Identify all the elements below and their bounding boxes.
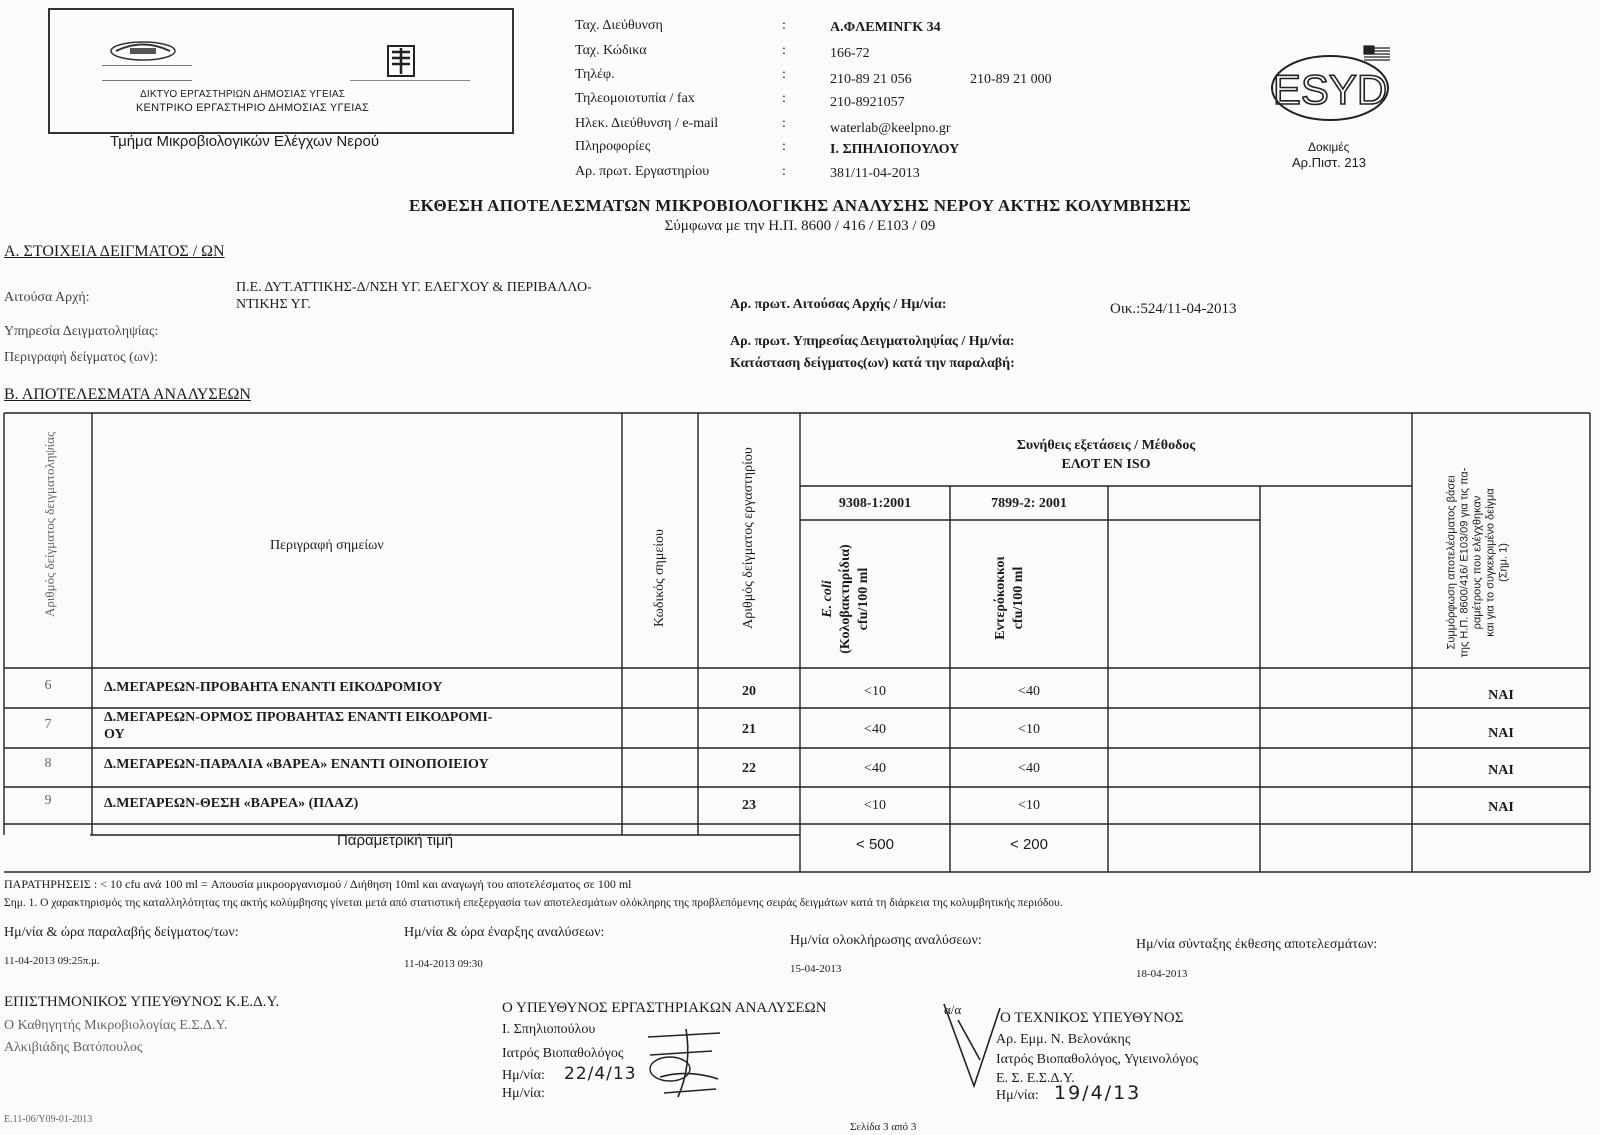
address-label: Ταχ. Διεύθυνση bbox=[575, 18, 663, 33]
colon: : bbox=[782, 139, 786, 154]
col-point-code-header: Κωδικός σημείου bbox=[652, 529, 667, 627]
report-subtitle: Σύμφωνα με την Η.Π. 8600 / 416 / Ε103 / 09 bbox=[664, 218, 936, 234]
lab-number: 20 bbox=[742, 684, 756, 699]
param-enterococci-header bbox=[992, 518, 1028, 678]
sampling-protocol-label: Αρ. πρωτ. Υπηρεσίας Δειγματοληψίας / Ημ/νία: bbox=[730, 334, 1015, 349]
scientific-manager-title: ΕΠΙΣΤΗΜΟΝΙΚΟΣ ΥΠΕΥΘΥΝΟΣ Κ.Ε.Δ.Υ. bbox=[4, 994, 280, 1010]
lab-manager-handwritten-date: 22/4/13 bbox=[564, 1064, 637, 1084]
lab-manager-title: Ο ΥΠΕΥΘΥΝΟΣ ΕΡΓΑΣΤΗΡΙΑΚΩΝ ΑΝΑΛΥΣΕΩΝ bbox=[502, 1000, 827, 1016]
sampling-service-label: Υπηρεσία Δειγματοληψίας: bbox=[4, 324, 159, 339]
scientific-manager-role: Ο Καθηγητής Μικροβιολογίας Ε.Σ.Δ.Υ. bbox=[4, 1018, 228, 1033]
col-lab-number-header: Αριθμός δείγματος εργαστηρίου bbox=[741, 447, 756, 629]
point-description: Δ.ΜΕΓΑΡΕΩΝ-ΠΑΡΑΛΙΑ «ΒΑΡΕΑ» ΕΝΑΝΤΙ ΟΙΝΟΠΟΙΕΙΟΥ bbox=[104, 757, 489, 772]
param-ecoli-unit: cfu/100 ml bbox=[856, 567, 871, 631]
postcode-label: Ταχ. Κώδικα bbox=[575, 43, 647, 58]
accreditation-line-1: Δοκιμές bbox=[1308, 140, 1350, 154]
compliance-result: ΝΑΙ bbox=[1488, 688, 1514, 703]
col-sample-number-header: Αριθμός δείγματος δειγματοληψίας bbox=[42, 431, 57, 617]
compliance-result: ΝΑΙ bbox=[1488, 800, 1514, 815]
colon: : bbox=[782, 91, 786, 106]
lab-manager-name: Ι. Σπηλιοπούλου bbox=[502, 1022, 596, 1037]
central-lab-line: ΚΕΝΤΡΙΚΟ ΕΡΓΑΣΤΗΡΙΟ ΔΗΜΟΣΙΑΣ ΥΓΕΙΑΣ bbox=[136, 102, 370, 114]
lab-manager-date-label-2: Ημ/νία: bbox=[502, 1086, 545, 1101]
compliance-line-5: (Σημ. 1) bbox=[1497, 543, 1510, 582]
requesting-authority-value-2: ΝΤΙΚΗΣ ΥΓ. bbox=[236, 297, 311, 312]
start-date-label: Ημ/νία & ώρα έναρξης αναλύσεων: bbox=[404, 925, 605, 940]
email-label: Ηλεκ. Διεύθυνση / e-mail bbox=[575, 116, 719, 131]
end-date-label: Ημ/νία ολοκλήρωσης αναλύσεων: bbox=[790, 933, 982, 948]
conditions-header-2: ΕΛΟΤ ΕΝ ISO bbox=[1061, 457, 1151, 472]
postcode-value: 166-72 bbox=[830, 46, 870, 61]
sample-no: 6 bbox=[44, 678, 52, 693]
department-name: Τμήμα Μικροβιολογικών Ελέγχων Νερού bbox=[110, 133, 380, 150]
lab-protocol-value: 381/11-04-2013 bbox=[830, 166, 920, 181]
parametric-enterococci: < 200 bbox=[1010, 836, 1048, 853]
parametric-label: Παραμετρική τιμή bbox=[336, 832, 454, 849]
page-number: Σελίδα 3 από 3 bbox=[850, 1121, 917, 1133]
compliance-line-4: και για το συγκεκριμένο δείγμα bbox=[1484, 488, 1497, 637]
colon: : bbox=[782, 43, 786, 58]
point-description: Δ.ΜΕΓΑΡΕΩΝ-ΘΕΣΗ «ΒΑΡΕΑ» (ΠΛΑΖ) bbox=[104, 796, 359, 811]
section-b-heading: Β. ΑΠΟΤΕΛΕΣΜΑΤΑ ΑΝΑΛΥΣΕΩΝ bbox=[4, 386, 251, 403]
sample-description-label: Περιγραφή δείγματος (ων): bbox=[4, 350, 158, 365]
point-description: Δ.ΜΕΓΑΡΕΩΝ-ΠΡΟΒΑΗΤΑ ΕΝΑΝΤΙ ΕΙΚΟΔΡΟΜΙΟΥ bbox=[104, 680, 443, 695]
request-protocol-label: Αρ. πρωτ. Αιτούσας Αρχής / Ημ/νία: bbox=[730, 297, 947, 312]
observations-note: ΠΑΡΑΤΗΡΗΣΕΙΣ : < 10 cfu ανά 100 ml = Απουσία μικροοργανισμού / Διήθηση 10ml και αναγωγή του αποτελέσματος σε 100 ml bbox=[4, 877, 632, 891]
tech-manager-date-label: Ημ/νία: bbox=[996, 1088, 1039, 1103]
network-line: ΔΙΚΤΥΟ ΕΡΓΑΣΤΗΡΙΩΝ ΔΗΜΟΣΙΑΣ ΥΓΕΙΑΣ bbox=[140, 89, 346, 100]
enterococci-value: <10 bbox=[1018, 722, 1040, 737]
phone-label: Τηλέφ. bbox=[575, 67, 615, 82]
section-a-heading: Α. ΣΤΟΙΧΕΙΑ ΔΕΙΓΜΑΤΟΣ / ΩΝ bbox=[4, 243, 225, 260]
enterococci-value: <40 bbox=[1018, 761, 1040, 776]
info-label: Πληροφορίες bbox=[575, 139, 651, 154]
parametric-ecoli: < 500 bbox=[856, 836, 894, 853]
param-ecoli-header bbox=[819, 519, 873, 679]
colon: : bbox=[782, 116, 786, 131]
tech-manager-org: Ε. Σ. Ε.Σ.Δ.Υ. bbox=[996, 1071, 1075, 1086]
tech-manager-title: Ο ΤΕΧΝΙΚΟΣ ΥΠΕΥΘΥΝΟΣ bbox=[1000, 1010, 1184, 1026]
receipt-date-value: 11-04-2013 09:25π.μ. bbox=[4, 955, 100, 967]
lab-manager-role: Ιατρός Βιοπαθολόγος bbox=[502, 1046, 624, 1061]
method-1: 9308-1:2001 bbox=[838, 496, 912, 511]
param-enterococci-name: Εντερόκοκκοι bbox=[993, 556, 1008, 640]
param-ecoli-name: E. coli bbox=[820, 580, 835, 618]
compliance-line-2: της Η.Π. 8600/416/ Ε103/09 για τις πα- bbox=[1458, 467, 1471, 658]
compliance-line-1: Συμμόρφωση αποτελέσματος βάσει bbox=[1445, 475, 1458, 650]
lab-number: 22 bbox=[742, 761, 756, 776]
point-description: Δ.ΜΕΓΑΡΕΩΝ-ΟΡΜΟΣ ΠΡΟΒΑΗΤΑΣ ΕΝΑΝΤΙ ΕΙΚΟΔΡΟΜΙ- bbox=[104, 710, 493, 725]
colon: : bbox=[782, 67, 786, 82]
sample-no: 7 bbox=[44, 717, 52, 732]
email-value: waterlab@keelpno.gr bbox=[830, 121, 951, 136]
address-value: Α.ΦΛΕΜΙΝΓΚ 34 bbox=[830, 20, 941, 35]
tech-manager-handwritten-date: 19/4/13 bbox=[1054, 1082, 1142, 1104]
start-date-value: 11-04-2013 09:30 bbox=[404, 958, 483, 970]
enterococci-value: <40 bbox=[1018, 684, 1040, 699]
lab-protocol-label: Αρ. πρωτ. Εργαστηρίου bbox=[575, 164, 710, 179]
param-enterococci-unit: cfu/100 ml bbox=[1011, 566, 1026, 630]
tech-manager-role: Ιατρός Βιοπαθολόγος, Υγιεινολόγος bbox=[996, 1052, 1199, 1067]
report-title: ΕΚΘΕΣΗ ΑΠΟΤΕΛΕΣΜΑΤΩΝ ΜΙΚΡΟΒΙΟΛΟΓΙΚΗΣ ΑΝΑΛΥΣΗΣ ΝΕΡΟΥ ΑΚΤΗΣ ΚΟΛΥΜΒΗΣΗΣ bbox=[409, 196, 1191, 215]
compliance-header bbox=[1446, 443, 1511, 683]
enterococci-value: <10 bbox=[1018, 798, 1040, 813]
tech-initials: α/α bbox=[944, 1002, 962, 1017]
ecoli-value: <40 bbox=[864, 761, 886, 776]
fax-label: Τηλεομοιοτυπία / fax bbox=[575, 91, 695, 106]
sample-condition-label: Κατάσταση δείγματος(ων) κατά την παραλαβή: bbox=[730, 356, 1015, 371]
requesting-authority-value-1: Π.Ε. ΔΥΤ.ΑΤΤΙΚΗΣ-Δ/ΝΣΗ ΥΓ. ΕΛΕΓΧΟΥ & ΠΕΡΙΒΑΛΛΟ- bbox=[236, 280, 592, 295]
colon: : bbox=[782, 164, 786, 179]
param-ecoli-sub: (Κολοβακτηρίδια) bbox=[838, 544, 853, 654]
conditions-header-1: Συνήθεις εξετάσεις / Μέθοδος bbox=[1016, 438, 1196, 453]
report-date-label: Ημ/νία σύνταξης έκθεσης αποτελεσμάτων: bbox=[1136, 937, 1378, 952]
method-2: 7899-2: 2001 bbox=[991, 496, 1067, 511]
colon: : bbox=[782, 18, 786, 33]
compliance-line-3: ραμέτρους που ελέγχθηκαν bbox=[1471, 495, 1484, 630]
compliance-result: ΝΑΙ bbox=[1488, 726, 1514, 741]
info-value: Ι. ΣΠΗΛΙΟΠΟΥΛΟΥ bbox=[830, 142, 960, 157]
receipt-date-label: Ημ/νία & ώρα παραλαβής δείγματος/των: bbox=[4, 925, 239, 940]
end-date-value: 15-04-2013 bbox=[790, 963, 842, 975]
sample-no: 9 bbox=[44, 793, 52, 808]
lab-manager-date-label: Ημ/νία: bbox=[502, 1068, 545, 1083]
note-1: Σημ. 1. Ο χαρακτηρισμός της καταλληλότητας της ακτής κολύμβησης γίνεται μετά από στατιστική επεξεργασία των αποτελεσμάτων ολόκληρης της προβλεπόμενης σειράς δειγμάτων κατά τη διάρκεια της κολυμβητικής περιόδου. bbox=[4, 897, 1063, 909]
col-description-header: Περιγραφή σημείων bbox=[270, 538, 384, 553]
lab-manager-signature bbox=[640, 1025, 730, 1105]
phone-value-2: 210-89 21 000 bbox=[970, 72, 1052, 87]
report-date-value: 18-04-2013 bbox=[1136, 968, 1188, 980]
tech-manager-name: Αρ. Εμμ. Ν. Βελονάκης bbox=[996, 1032, 1131, 1047]
point-description-cont: ΟΥ bbox=[104, 727, 125, 742]
ecoli-value: <40 bbox=[864, 722, 886, 737]
scientific-manager-name: Αλκιβιάδης Βατόπουλος bbox=[4, 1040, 143, 1055]
compliance-result: ΝΑΙ bbox=[1488, 763, 1514, 778]
lab-number: 23 bbox=[742, 798, 756, 813]
lab-number: 21 bbox=[742, 722, 756, 737]
ecoli-value: <10 bbox=[864, 684, 886, 699]
requesting-authority-label: Αιτούσα Αρχή: bbox=[4, 290, 90, 305]
document-code: Ε.11-06/Υ09-01-2013 bbox=[4, 1114, 93, 1125]
sample-no: 8 bbox=[44, 756, 52, 771]
phone-value-1: 210-89 21 056 bbox=[830, 72, 912, 87]
accreditation-line-2: Αρ.Πιστ. 213 bbox=[1292, 155, 1367, 170]
esyd-logo-text: ESYD bbox=[1272, 66, 1388, 113]
ecoli-value: <10 bbox=[864, 798, 886, 813]
fax-value: 210-8921057 bbox=[830, 95, 905, 110]
request-protocol-value: Οικ.:524/11-04-2013 bbox=[1110, 301, 1237, 317]
